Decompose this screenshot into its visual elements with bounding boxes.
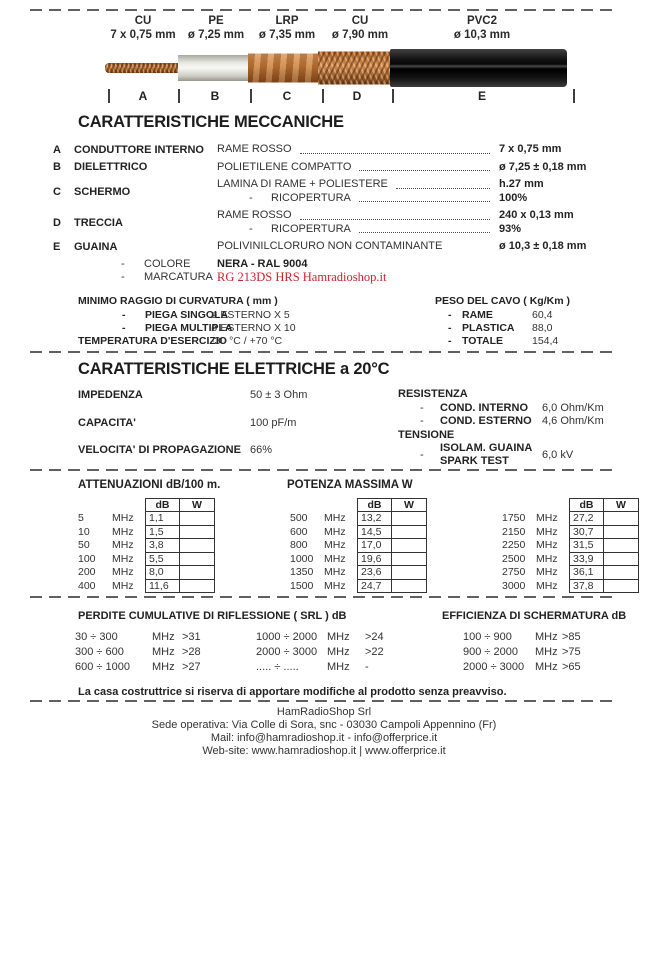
- col-header-db: dB: [357, 498, 392, 512]
- freq-unit: MHz: [324, 512, 346, 524]
- freq-range: 100 ÷ 900: [463, 631, 512, 643]
- db-cell: 11,6: [145, 580, 180, 594]
- row-value: 93%: [499, 222, 522, 235]
- tick-mark: [392, 89, 394, 103]
- w-cell: [392, 539, 427, 553]
- dotted-leader: [396, 188, 490, 189]
- row-description: POLIVINILCLORURO NON CONTAMINANTE: [217, 240, 443, 252]
- freq-value: 800: [290, 539, 308, 551]
- efficienza-row: [463, 660, 581, 675]
- row-letter: B: [53, 161, 61, 174]
- table-row: [500, 553, 639, 567]
- cable-diagram: [0, 0, 648, 110]
- layer-material: CU: [351, 15, 369, 27]
- sub-label: RICOPERTURA: [271, 222, 351, 235]
- dash: -: [448, 308, 452, 321]
- layer-label-a: [105, 15, 181, 42]
- mech-row-d: [53, 209, 623, 236]
- freq-unit: MHz: [112, 566, 134, 578]
- dotted-leader: [300, 219, 490, 220]
- w-cell: [180, 539, 215, 553]
- efficienza-value: >85: [562, 631, 581, 643]
- freq-range: 2000 ÷ 3000: [256, 646, 318, 658]
- electrical-label: CAPACITA': [78, 417, 136, 429]
- freq-unit: MHz: [152, 661, 175, 673]
- dotted-leader: [359, 201, 490, 202]
- row-name: GUAINA: [74, 240, 118, 253]
- curvatura-title: MINIMO RAGGIO DI CURVATURA ( mm ): [78, 295, 278, 307]
- db-cell: 23,6: [357, 566, 392, 580]
- srl-row: [75, 630, 201, 645]
- peso-value: 60,4: [532, 308, 553, 321]
- layer-label-d: [323, 15, 397, 42]
- footer: [0, 706, 648, 758]
- tick-mark: [573, 89, 575, 103]
- table-body: [288, 512, 427, 593]
- freq-unit: MHz: [112, 579, 134, 592]
- srl-row: [75, 645, 201, 660]
- mechanical-heading: CARATTERISTICHE MECCANICHE: [78, 113, 344, 131]
- row-description: LAMINA DI RAME + POLIESTERE: [217, 178, 388, 190]
- w-cell: [180, 566, 215, 580]
- company-address: Sede operativa: Via Colle di Sora, snc - 03030 Campoli Appennino (Fr): [151, 718, 497, 731]
- mech-row-a: [53, 143, 623, 157]
- table-row: [288, 512, 427, 526]
- freq-value: 200: [78, 566, 96, 578]
- db-cell: 33,9: [569, 553, 604, 567]
- electrical-row: [78, 389, 307, 401]
- curvatura-block: [78, 295, 296, 348]
- freq-range: 2000 ÷ 3000: [463, 661, 525, 673]
- freq-unit: MHz: [324, 566, 346, 578]
- freq-unit: MHz: [112, 512, 134, 524]
- dotted-leader: [359, 170, 490, 171]
- cable-braid-image: [318, 52, 390, 85]
- peso-value: 88,0: [532, 321, 553, 334]
- freq-value: 100: [78, 552, 96, 565]
- freq-unit: MHz: [112, 552, 134, 565]
- layer-label-e: [397, 15, 567, 42]
- dash: -: [249, 222, 253, 235]
- peso-value: 154,4: [532, 334, 559, 347]
- layer-material: PE: [208, 15, 224, 27]
- dash: -: [121, 271, 125, 283]
- col-header-w: W: [180, 498, 215, 512]
- resistenza-row: [398, 402, 638, 416]
- srl-row: [256, 660, 384, 675]
- freq-unit: MHz: [536, 512, 558, 524]
- w-cell: [392, 566, 427, 580]
- freq-unit: MHz: [327, 661, 350, 673]
- db-cell: 37,8: [569, 580, 604, 594]
- layer-dimension: ø 10,3 mm: [453, 28, 511, 41]
- freq-value: 1500: [290, 579, 314, 592]
- cable-inner-conductor-image: [105, 63, 178, 73]
- db-cell: 36,1: [569, 566, 604, 580]
- freq-range: 30 ÷ 300: [75, 631, 118, 643]
- freq-value: 3000: [502, 579, 526, 592]
- resistenza-row: [398, 415, 638, 429]
- w-cell: [604, 539, 639, 553]
- freq-unit: MHz: [112, 525, 134, 538]
- cable-layer-labels: [105, 15, 567, 42]
- w-cell: [392, 512, 427, 526]
- freq-range: 1000 ÷ 2000: [256, 631, 318, 643]
- row-name: TRECCIA: [74, 216, 123, 229]
- db-cell: 13,2: [357, 512, 392, 526]
- efficienza-value: >65: [562, 661, 581, 673]
- srl-value: >27: [182, 661, 201, 673]
- w-cell: [180, 553, 215, 567]
- table-row: [288, 526, 427, 540]
- table-row: [288, 553, 427, 567]
- attenuation-title: ATTENUAZIONI dB/100 m.: [78, 479, 221, 491]
- colore-label: COLORE: [144, 257, 191, 270]
- curvatura-row: [78, 322, 296, 335]
- w-cell: [604, 526, 639, 540]
- freq-unit: MHz: [327, 646, 350, 658]
- table-row: [500, 512, 639, 526]
- electrical-row: [78, 444, 272, 456]
- db-cell: 17,0: [357, 539, 392, 553]
- efficienza-row: [463, 630, 581, 645]
- db-cell: 19,6: [357, 553, 392, 567]
- mech-row-e: [53, 240, 623, 254]
- dash: -: [448, 321, 452, 334]
- efficienza-row: [463, 645, 581, 660]
- freq-value: 10: [78, 525, 90, 538]
- curvatura-label: PIEGA SINGOLA: [145, 308, 229, 321]
- table-header: [288, 498, 427, 512]
- table-row: [500, 566, 639, 580]
- section-letter-b: B: [210, 89, 220, 103]
- separator: [30, 351, 619, 353]
- tensione-title: TENSIONE: [398, 428, 455, 441]
- db-cell: 30,7: [569, 526, 604, 540]
- freq-unit: MHz: [152, 646, 175, 658]
- dash: -: [121, 257, 125, 270]
- attenuation-section: [0, 477, 648, 596]
- srl-value: >22: [365, 646, 384, 658]
- freq-value: 2500: [502, 552, 526, 565]
- tick-mark: [108, 89, 110, 103]
- db-cell: 27,2: [569, 512, 604, 526]
- freq-unit: MHz: [327, 631, 350, 643]
- cable-section-markers: [0, 88, 648, 105]
- efficienza-title: EFFICIENZA DI SCHERMATURA dB: [442, 610, 627, 622]
- freq-value: 5: [78, 512, 84, 524]
- dotted-leader: [359, 232, 490, 233]
- peso-block: [435, 295, 570, 348]
- electrical-section: [0, 384, 648, 468]
- freq-unit: MHz: [536, 566, 558, 578]
- w-cell: [604, 566, 639, 580]
- layer-material: LRP: [275, 15, 299, 27]
- marcatura-label: MARCATURA: [144, 271, 213, 283]
- db-cell: 5,5: [145, 553, 180, 567]
- temperatura-value: -30 °C / +70 °C: [211, 334, 283, 347]
- cable-dielectric-image: [178, 55, 248, 81]
- freq-unit: MHz: [536, 552, 558, 565]
- freq-unit: MHz: [536, 539, 558, 551]
- table-row: [288, 566, 427, 580]
- freq-value: 500: [290, 512, 308, 524]
- layer-label-c: [251, 15, 323, 42]
- electrical-label: VELOCITA' DI PROPAGAZIONE: [78, 444, 241, 456]
- temperatura-label: TEMPERATURA D'ESERCIZIO: [78, 334, 227, 347]
- cable-marking-text: RG 213DS HRS Hamradioshop.it: [217, 270, 387, 284]
- freq-value: 400: [78, 579, 96, 592]
- table-row: [288, 580, 427, 594]
- db-cell: 31,5: [569, 539, 604, 553]
- table-row: [76, 526, 215, 540]
- layer-material: PVC2: [466, 15, 498, 27]
- efficienza-value: >75: [562, 646, 581, 658]
- w-cell: [180, 526, 215, 540]
- table-row: [500, 580, 639, 594]
- peso-row: [435, 322, 570, 335]
- srl-group-2: [256, 630, 384, 675]
- w-cell: [180, 580, 215, 594]
- cable-foil-shield-image: [248, 54, 318, 83]
- table-row: [500, 526, 639, 540]
- col-header-db: dB: [145, 498, 180, 512]
- row-value: 240 x 0,13 mm: [499, 209, 574, 221]
- row-letter: A: [53, 143, 61, 156]
- mech-row-c: [53, 178, 623, 205]
- freq-value: 50: [78, 539, 90, 551]
- curvatura-value: ø ESTERNO X 5: [211, 308, 290, 321]
- freq-unit: MHz: [535, 646, 558, 658]
- dash: -: [420, 401, 424, 414]
- dash: -: [448, 334, 452, 347]
- section-letter-c: C: [282, 89, 292, 103]
- table-header: [500, 498, 639, 512]
- freq-unit: MHz: [112, 539, 134, 551]
- srl-row: [256, 630, 384, 645]
- cable-photo: [0, 49, 648, 87]
- freq-value: 2750: [502, 566, 526, 578]
- dash: -: [420, 448, 424, 461]
- db-cell: 3,8: [145, 539, 180, 553]
- peso-row: [435, 309, 570, 322]
- row-description: POLIETILENE COMPATTO: [217, 160, 352, 173]
- electrical-value: 100 pF/m: [250, 417, 297, 429]
- company-name: HamRadioShop Srl: [276, 706, 372, 718]
- dash: -: [122, 308, 126, 321]
- tick-mark: [178, 89, 180, 103]
- srl-row: [256, 645, 384, 660]
- dash: -: [249, 191, 253, 204]
- srl-value: -: [365, 661, 369, 673]
- electrical-row: [78, 417, 296, 429]
- curvatura-label: PIEGA MULTIPLA: [145, 321, 233, 334]
- col-header-w: W: [604, 498, 639, 512]
- col-header-w: W: [392, 498, 427, 512]
- dash: -: [122, 321, 126, 334]
- peso-row: [435, 335, 570, 348]
- curvatura-value: ø ESTERNO X 10: [211, 321, 296, 334]
- srl-row: [75, 660, 201, 675]
- row-description: RAME ROSSO: [217, 209, 292, 221]
- attenuation-table-low: [76, 498, 215, 593]
- tensione-value: 6,0 kV: [542, 448, 574, 461]
- resistenza-value: 4,6 Ohm/Km: [542, 415, 604, 427]
- freq-unit: MHz: [536, 579, 558, 592]
- w-cell: [604, 580, 639, 594]
- freq-unit: MHz: [535, 661, 558, 673]
- peso-title: PESO DEL CAVO ( Kg/Km ): [435, 295, 570, 307]
- layer-dimension: ø 7,25 mm: [187, 28, 245, 41]
- freq-value: 2150: [502, 525, 526, 538]
- freq-unit: MHz: [152, 631, 175, 643]
- peso-label: PLASTICA: [462, 321, 515, 334]
- colore-value: NERA - RAL 9004: [217, 257, 308, 270]
- db-cell: 8,0: [145, 566, 180, 580]
- row-value: 100%: [499, 191, 528, 204]
- row-name: DIELETTRICO: [74, 161, 148, 174]
- mech-marcatura-row: [53, 271, 623, 285]
- table-row: [500, 539, 639, 553]
- freq-unit: MHz: [536, 525, 558, 538]
- electrical-heading: CARATTERISTICHE ELETTRICHE a 20°C: [78, 360, 390, 378]
- resistenza-label: COND. INTERNO: [440, 401, 528, 414]
- efficienza-group: [463, 630, 581, 675]
- freq-unit: MHz: [324, 525, 346, 538]
- electrical-label: IMPEDENZA: [78, 389, 143, 401]
- table-header: [76, 498, 215, 512]
- tick-mark: [322, 89, 324, 103]
- row-value: h.27 mm: [499, 178, 544, 190]
- freq-range: 900 ÷ 2000: [463, 646, 518, 658]
- w-cell: [392, 580, 427, 594]
- srl-value: >31: [182, 631, 201, 643]
- freq-range: 600 ÷ 1000: [75, 661, 130, 673]
- dotted-leader: [300, 153, 490, 154]
- freq-value: 2250: [502, 539, 526, 551]
- table-row: [76, 580, 215, 594]
- tick-mark: [250, 89, 252, 103]
- dash: -: [420, 415, 424, 427]
- mech-row-b: [53, 161, 623, 175]
- company-mail: Mail: info@hamradioshop.it - info@offerprice.it: [210, 731, 438, 744]
- section-letter-e: E: [477, 89, 487, 103]
- row-letter: E: [53, 240, 61, 253]
- freq-range: ..... ÷ .....: [256, 661, 299, 673]
- freq-unit: MHz: [535, 631, 558, 643]
- section-letter-a: A: [138, 89, 148, 103]
- row-description: RAME ROSSO: [217, 143, 292, 155]
- srl-title: PERDITE CUMULATIVE DI RIFLESSIONE ( SRL ) dB: [78, 610, 347, 622]
- temperatura-row: [78, 335, 296, 348]
- freq-value: 600: [290, 525, 308, 538]
- table-row: [288, 539, 427, 553]
- tensione-label: ISOLAM. GUAINA SPARK TEST: [440, 442, 533, 467]
- layer-dimension: ø 7,90 mm: [331, 28, 389, 41]
- row-letter: D: [53, 216, 61, 229]
- table-row: [76, 539, 215, 553]
- max-power-title: POTENZA MASSIMA W: [287, 479, 413, 491]
- separator-footer: [30, 700, 619, 702]
- table-body: [76, 512, 215, 593]
- freq-value: 1000: [290, 552, 314, 565]
- cable-jacket-image: [390, 49, 567, 87]
- table-row: [76, 512, 215, 526]
- db-cell: 1,5: [145, 526, 180, 540]
- freq-unit: MHz: [324, 579, 346, 592]
- sub-label: RICOPERTURA: [271, 191, 351, 204]
- layer-dimension: 7 x 0,75 mm: [110, 28, 176, 41]
- disclaimer-note: La casa costruttrice si riserva di apportare modifiche al prodotto senza preavviso.: [78, 686, 507, 698]
- resistenza-tensione-block: [398, 388, 638, 467]
- srl-group-1: [75, 630, 201, 675]
- w-cell: [604, 512, 639, 526]
- freq-unit: MHz: [324, 539, 346, 551]
- layer-label-b: [181, 15, 251, 42]
- row-value: 7 x 0,75 mm: [499, 143, 562, 155]
- company-website: Web-site: www.hamradioshop.it | www.offerprice.it: [202, 744, 446, 757]
- db-cell: 1,1: [145, 512, 180, 526]
- w-cell: [604, 553, 639, 567]
- db-cell: 14,5: [357, 526, 392, 540]
- peso-label: RAME: [462, 308, 493, 321]
- section-letter-d: D: [352, 89, 362, 103]
- row-description: [217, 223, 351, 237]
- freq-range: 300 ÷ 600: [75, 646, 124, 658]
- tensione-row: [398, 442, 638, 467]
- row-value: ø 10,3 ± 0,18 mm: [499, 240, 587, 252]
- row-description: [217, 192, 351, 206]
- electrical-value: 50 ± 3 Ohm: [250, 389, 308, 401]
- row-name: CONDUTTORE INTERNO: [74, 143, 204, 156]
- mech-colore-row: [53, 258, 623, 272]
- resistenza-label: COND. ESTERNO: [440, 415, 532, 427]
- curvatura-row: [78, 309, 296, 322]
- separator: [30, 469, 619, 471]
- attenuation-table-mid: [288, 498, 427, 593]
- table-row: [76, 553, 215, 567]
- w-cell: [392, 526, 427, 540]
- srl-value: >28: [182, 646, 201, 658]
- w-cell: [180, 512, 215, 526]
- row-name: SCHERMO: [74, 185, 131, 198]
- db-cell: 24,7: [357, 580, 392, 594]
- w-cell: [392, 553, 427, 567]
- freq-value: 1350: [290, 566, 314, 578]
- row-value: ø 7,25 ± 0,18 mm: [499, 160, 587, 173]
- row-letter: C: [53, 185, 61, 198]
- table-row: [76, 566, 215, 580]
- col-header-db: dB: [569, 498, 604, 512]
- resistenza-title: RESISTENZA: [398, 388, 468, 400]
- freq-value: 1750: [502, 512, 526, 524]
- layer-material: CU: [134, 15, 152, 27]
- resistenza-value: 6,0 Ohm/Km: [542, 401, 604, 414]
- layer-dimension: ø 7,35 mm: [258, 28, 316, 41]
- freq-unit: MHz: [324, 552, 346, 565]
- separator: [30, 596, 619, 598]
- table-body: [500, 512, 639, 593]
- peso-label: TOTALE: [462, 334, 504, 347]
- electrical-value: 66%: [250, 444, 273, 456]
- attenuation-table-high: [500, 498, 639, 593]
- srl-value: >24: [365, 631, 384, 643]
- mechanical-table: [53, 139, 623, 285]
